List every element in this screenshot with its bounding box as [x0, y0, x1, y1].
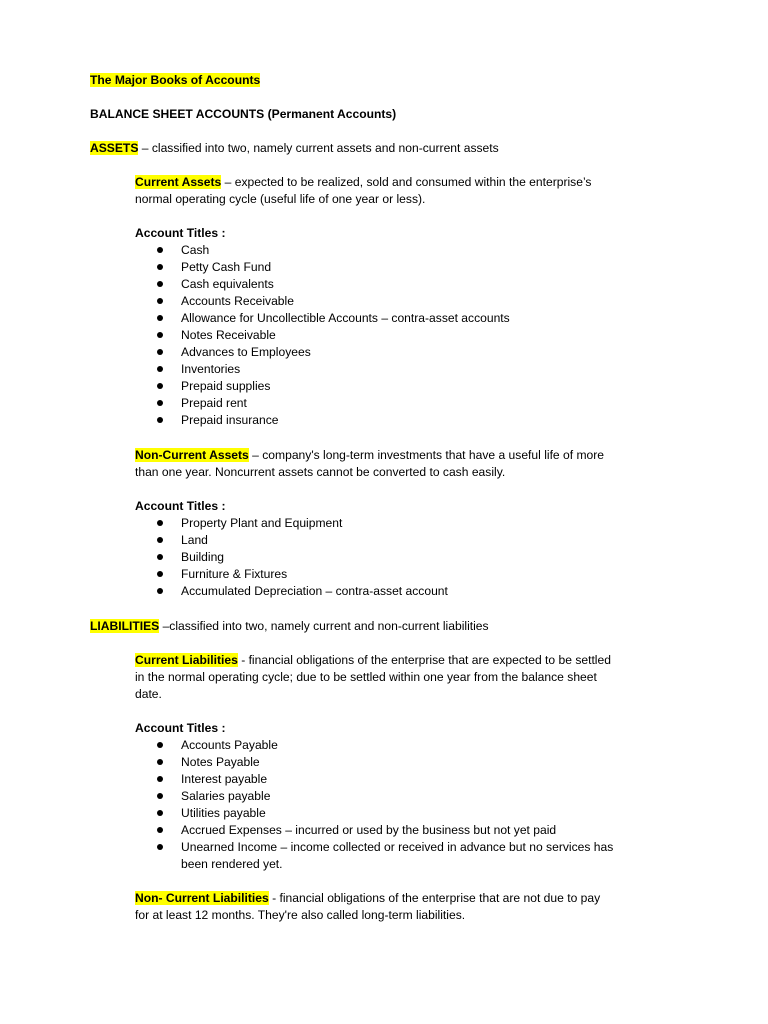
current-assets-text-1: – expected to be realized, sold and consumed within the enterprise’s — [221, 175, 592, 189]
list-item: Unearned Income – income collected or received in advance but no services has — [157, 839, 163, 856]
document-title-text: The Major Books of Accounts — [90, 73, 261, 87]
list-item: Advances to Employees — [157, 344, 163, 361]
bullet-icon — [157, 332, 163, 338]
current-liabilities-text-3: date. — [135, 687, 162, 701]
bullet-icon — [157, 588, 163, 594]
bullet-icon — [157, 247, 163, 253]
bullet-icon — [157, 417, 163, 423]
list-item: Cash — [157, 242, 163, 259]
current-assets-paragraph-line1 — [135, 174, 591, 191]
bullet-icon — [157, 844, 163, 850]
bullet-icon — [157, 793, 163, 799]
list-item: Allowance for Uncollectible Accounts – contra-asset accounts — [157, 310, 163, 327]
list-item: Inventories — [157, 361, 163, 378]
current-assets-titles-label: Account Titles : — [135, 226, 226, 240]
bullet-icon — [157, 520, 163, 526]
assets-label: ASSETS — [90, 141, 139, 155]
list-item: Accumulated Depreciation – contra-asset account — [157, 583, 163, 600]
bullet-icon — [157, 315, 163, 321]
bullet-icon — [157, 537, 163, 543]
current-liabilities-text-2: in the normal operating cycle; due to be settled within one year from the balance sheet — [135, 670, 597, 684]
bullet-icon — [157, 264, 163, 270]
noncurrent-liabilities-text-2: for at least 12 months. They're also called long-term liabilities. — [135, 908, 466, 922]
bullet-icon — [157, 776, 163, 782]
list-item-continuation: been rendered yet. — [181, 857, 283, 871]
current-liabilities-paragraph-line1 — [135, 652, 611, 669]
list-item: Property Plant and Equipment — [157, 515, 163, 532]
list-item: Building — [157, 549, 163, 566]
assets-text: – classified into two, namely current assets and non-current assets — [138, 141, 499, 155]
liabilities-paragraph — [90, 618, 489, 635]
bullet-icon — [157, 810, 163, 816]
noncurrent-assets-text-1: – company's long-term investments that have a useful life of more — [248, 448, 605, 462]
noncurrent-liabilities-label: Non- Current Liabilities — [135, 891, 269, 905]
list-item: Accrued Expenses – incurred or used by the business but not yet paid — [157, 822, 163, 839]
bullet-icon — [157, 349, 163, 355]
bullet-icon — [157, 366, 163, 372]
list-item: Accounts Receivable — [157, 293, 163, 310]
noncurrent-assets-label: Non-Current Assets — [135, 448, 249, 462]
list-item: Land — [157, 532, 163, 549]
bullet-icon — [157, 383, 163, 389]
bullet-icon — [157, 827, 163, 833]
list-item: Notes Payable — [157, 754, 163, 771]
bullet-icon — [157, 742, 163, 748]
list-item: Cash equivalents — [157, 276, 163, 293]
current-liabilities-text-1: - financial obligations of the enterprise that are expected to be settled — [237, 653, 611, 667]
list-item: Accounts Payable — [157, 737, 163, 754]
bullet-icon — [157, 281, 163, 287]
current-liabilities-label: Current Liabilities — [135, 653, 238, 667]
list-item: Interest payable — [157, 771, 163, 788]
noncurrent-assets-paragraph-line1 — [135, 447, 604, 464]
section-heading: BALANCE SHEET ACCOUNTS (Permanent Accounts) — [90, 107, 397, 121]
bullet-icon — [157, 759, 163, 765]
list-item: Salaries payable — [157, 788, 163, 805]
list-item: Petty Cash Fund — [157, 259, 163, 276]
liabilities-label: LIABILITIES — [90, 619, 160, 633]
noncurrent-liabilities-text-1: - financial obligations of the enterprise that are not due to pay — [268, 891, 601, 905]
bullet-icon — [157, 400, 163, 406]
document-title — [90, 72, 260, 89]
current-liabilities-titles-label: Account Titles : — [135, 721, 226, 735]
current-assets-label: Current Assets — [135, 175, 222, 189]
list-item: Prepaid supplies — [157, 378, 163, 395]
noncurrent-liabilities-paragraph-line1 — [135, 890, 600, 907]
list-item: Prepaid insurance — [157, 412, 163, 429]
bullet-icon — [157, 571, 163, 577]
list-item: Prepaid rent — [157, 395, 163, 412]
liabilities-text: –classified into two, namely current and non-current liabilities — [159, 619, 489, 633]
current-assets-text-2: normal operating cycle (useful life of one year or less). — [135, 192, 426, 206]
assets-paragraph — [90, 140, 499, 157]
list-item: Furniture & Fixtures — [157, 566, 163, 583]
bullet-icon — [157, 298, 163, 304]
list-item: Notes Receivable — [157, 327, 163, 344]
noncurrent-assets-text-2: than one year. Noncurrent assets cannot be converted to cash easily. — [135, 465, 506, 479]
bullet-icon — [157, 554, 163, 560]
noncurrent-assets-titles-label: Account Titles : — [135, 499, 226, 513]
list-item: Utilities payable — [157, 805, 163, 822]
